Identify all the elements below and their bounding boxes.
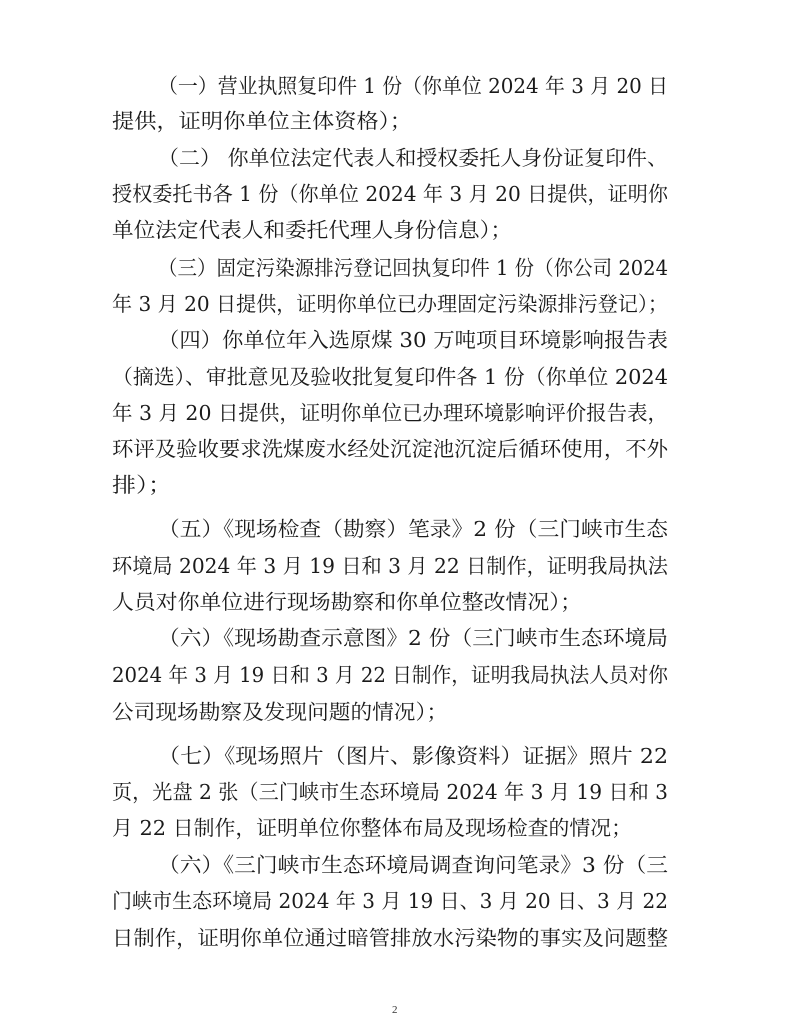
paragraph-line: （五）《现场检查（勘察）笔录》2 份（三门峡市生态: [158, 517, 668, 541]
paragraph-line: 排）；: [112, 473, 172, 497]
paragraph-line: 环境局 2024 年 3 月 19 日和 3 月 22 日制作，证明我局执法: [112, 554, 668, 578]
paragraph-line: （七）《现场照片（图片、影像资料）证据》照片 22: [158, 744, 668, 768]
paragraph-line: 日制作，证明你单位通过暗管排放水污染物的事实及问题整: [112, 926, 668, 950]
paragraph-line: 年 3 月 20 日提供，证明你单位已办理环境影响评价报告表，: [112, 401, 668, 425]
paragraph-line: 提供，证明你单位主体资格）；: [112, 109, 412, 133]
paragraph-line: 环评及验收要求洗煤废水经处沉淀池沉淀后循环使用，不外: [112, 437, 668, 461]
paragraph-line: （二） 你单位法定代表人和授权委托人身份证复印件、: [158, 146, 668, 170]
paragraph-line: （三）固定污染源排污登记回执复印件 1 份（你公司 2024: [158, 256, 668, 280]
paragraph-line: 页，光盘 2 张（三门峡市生态环境局 2024 年 3 月 19 日和 3: [112, 780, 668, 804]
paragraph-line: （一）营业执照复印件 1 份（你单位 2024 年 3 月 20 日: [158, 74, 668, 98]
paragraph-line: （六）《三门峡市生态环境局调查询问笔录》3 份（三: [158, 853, 668, 877]
paragraph-line: （四）你单位年入选原煤 30 万吨项目环境影响报告表: [158, 328, 668, 352]
paragraph-line: 人员对你单位进行现场勘察和你单位整改情况）；: [112, 590, 582, 614]
page-number: 2: [392, 1004, 398, 1016]
paragraph-line: 2024 年 3 月 19 日和 3 月 22 日制作，证明我局执法人员对你: [112, 663, 668, 687]
paragraph-line: 年 3 月 20 日提供，证明你单位已办理固定污染源排污登记）；: [112, 292, 668, 316]
paragraph-line: （摘选）、审批意见及验收批复复印件各 1 份（你单位 2024: [112, 365, 668, 389]
paragraph-line: 单位法定代表人和委托代理人身份信息）；: [112, 218, 512, 242]
paragraph-line: （六）《现场勘查示意图》2 份（三门峡市生态环境局: [158, 626, 668, 650]
paragraph-line: 授权委托书各 1 份（你单位 2024 年 3 月 20 日提供，证明你: [112, 182, 668, 206]
paragraph-line: 门峡市生态环境局 2024 年 3 月 19 日、3 月 20 日、3 月 22: [112, 889, 668, 913]
paragraph-line: 公司现场勘察及发现问题的情况）；: [112, 700, 448, 724]
paragraph-line: 月 22 日制作，证明单位你整体布局及现场检查的情况；: [112, 816, 632, 840]
